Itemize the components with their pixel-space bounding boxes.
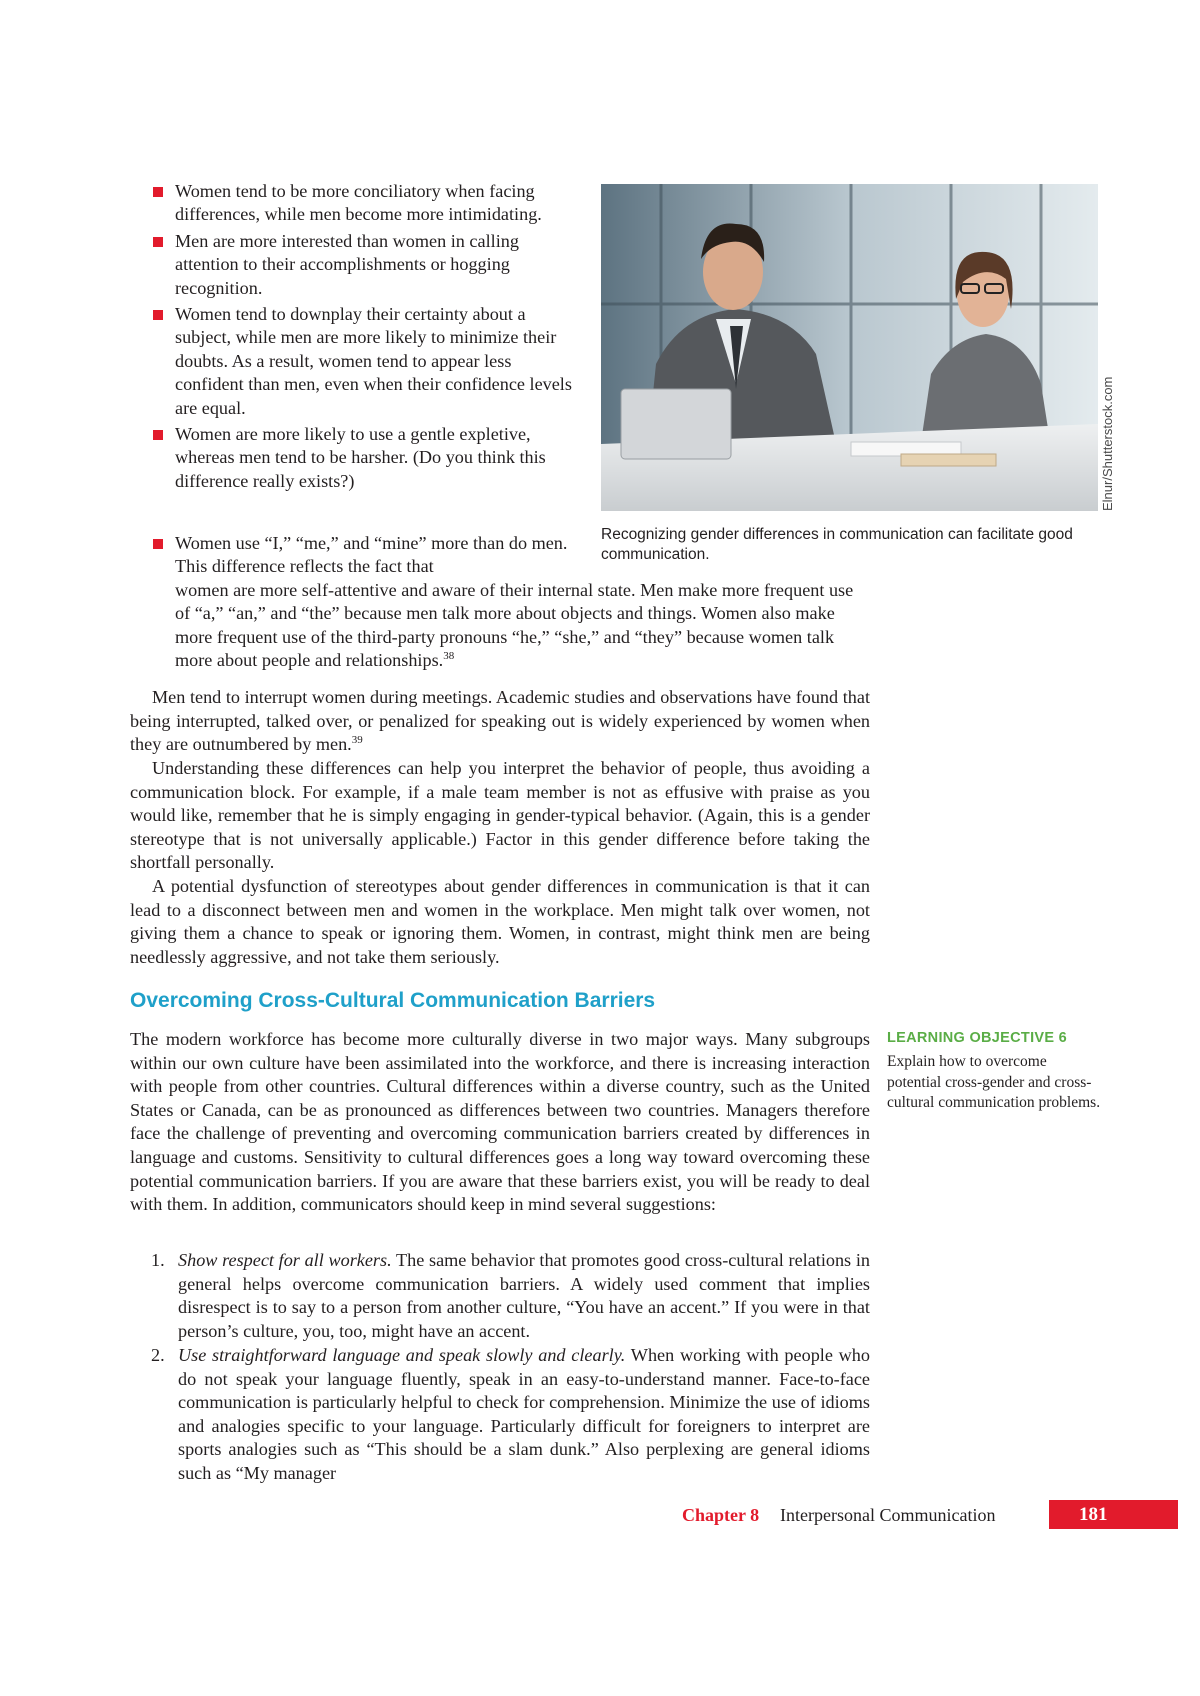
paragraph-dysfunction: A potential dysfunction of stereotypes about gender differences in communication is that it can lead to a disconnect between men and women in the workplace. Men might talk over women, not giving them a chance to speak or ignoring them. Women, in contrast, might think men are being needlessly aggressive, and not take them seriously. [130,876,870,967]
learning-objective-text: Explain how to overcome potential cross-gender and cross-cultural communication problems. [887,1053,1101,1111]
paragraph-understanding: Understanding these differences can help you interpret the behavior of people, thus avoiding a communication block. For example, if a male team member is not as effusive with praise as you would like, remember that he is simply engaging in gender-typical behavior. (Again, this is a gender stereotype that is not universally applicable.) Factor in this gender difference before taking the shortfall personally. [130,758,870,873]
item-number: 2. [151,1345,165,1365]
list-item: Women tend to be more conciliatory when facing differences, while men become more intimidating. [150,180,580,227]
learning-objective-label: LEARNING OBJECTIVE 6 [887,1030,1068,1046]
footer-chapter-title: Interpersonal Communication [780,1505,996,1525]
photo-illustration [601,184,1098,511]
endnote-ref: 39 [351,734,363,747]
list-item: Women tend to downplay their certainty about a subject, while men are more likely to minimize their doubts. As a result, women tend to appear less confident than men, even when their confidence levels are equal. [150,303,580,420]
bullet-text-start: Women use “I,” “me,” and “mine” more than do men. This difference reflects the fact that [175,533,568,577]
list-item: Men are more interested than women in calling attention to their accomplishments or hogging recognition. [150,230,580,300]
paragraph-interrupt: Men tend to interrupt women during meetings. Academic studies and observations have found that being interrupted, talked over, or penalized for speaking out is widely experienced by women when they are outnumbered by men.$^{39}$ [130,687,870,755]
page-footer [600,1500,1180,1530]
endnote-ref: 38 [443,649,455,662]
bullet-square-icon [153,237,163,247]
bullet-square-icon [153,310,163,320]
bullet-square-icon [153,539,163,549]
paragraph-section-intro: The modern workforce has become more culturally diverse in two major ways. Many subgroups within our own culture have been assimilated into the workforce, and there is increasing interaction with people from other countries. Cultural differences within a diverse country, such as the United States or Canada, can be as pronounced as differences between two countries. Managers therefore face the challenge of preventing and overcoming communication barriers created by differences in language and customs. Sensitivity to cultural differences goes a long way toward overcoming these potential communication barriers. If you are aware that these barriers exist, you will be ready to deal with them. In addition, communicators should keep in mind several suggestions: [130,1029,870,1215]
page-number-box [1049,1500,1178,1529]
page-number: 181 [1079,1504,1108,1525]
numbered-item [148,1344,870,1486]
bullet-square-icon [153,430,163,440]
item-text: Use straightforward language and speak slowly and clearly. When working with people who do not speak your language fluently, speak in an easy-to-understand manner. Face-to-face communication is particularly helpful to check for comprehension. Minimize the use of idioms and analogies specific to your language. Particularly difficult for foreigners to interpret are sports analogies such as “This should be a slam dunk.” Also perplexing are general idioms such as “My manager [178,1345,870,1483]
gender-differences-list [150,180,580,496]
photo-credit: Elnur/Shutterstock.com [1100,376,1115,511]
numbered-item [148,1249,870,1343]
office-meeting-photo [601,184,1098,511]
photo-caption: Recognizing gender differences in communication can facilitate good communication. [601,526,1073,563]
footer-chapter: Chapter 8 [682,1505,760,1525]
bullet-text-rest: women are more self-attentive and aware of their internal state. Men make more frequent use of “a,” “an,” and “the” because men talk more about objects and things. Women also make more frequent use of the third-party pronouns “he,” “she,” and “they” because women talk more about people and relationships.$^{38}$ [175,579,854,671]
list-item: Women are more likely to use a gentle expletive, whereas men tend to be harsher. (Do you think this difference really exists?) [150,423,580,493]
item-text: Show respect for all workers. The same behavior that promotes good cross-cultural relations in general helps overcome communication barriers. A widely used comment that implies disrespect is to say to a person from another culture, “You have an accent.” If you were in that person’s culture, you, too, might have an accent. [178,1250,870,1341]
item-number: 1. [151,1250,165,1270]
bullet-square-icon [153,187,163,197]
section-heading: Overcoming Cross-Cultural Communication Barriers [130,989,656,1012]
